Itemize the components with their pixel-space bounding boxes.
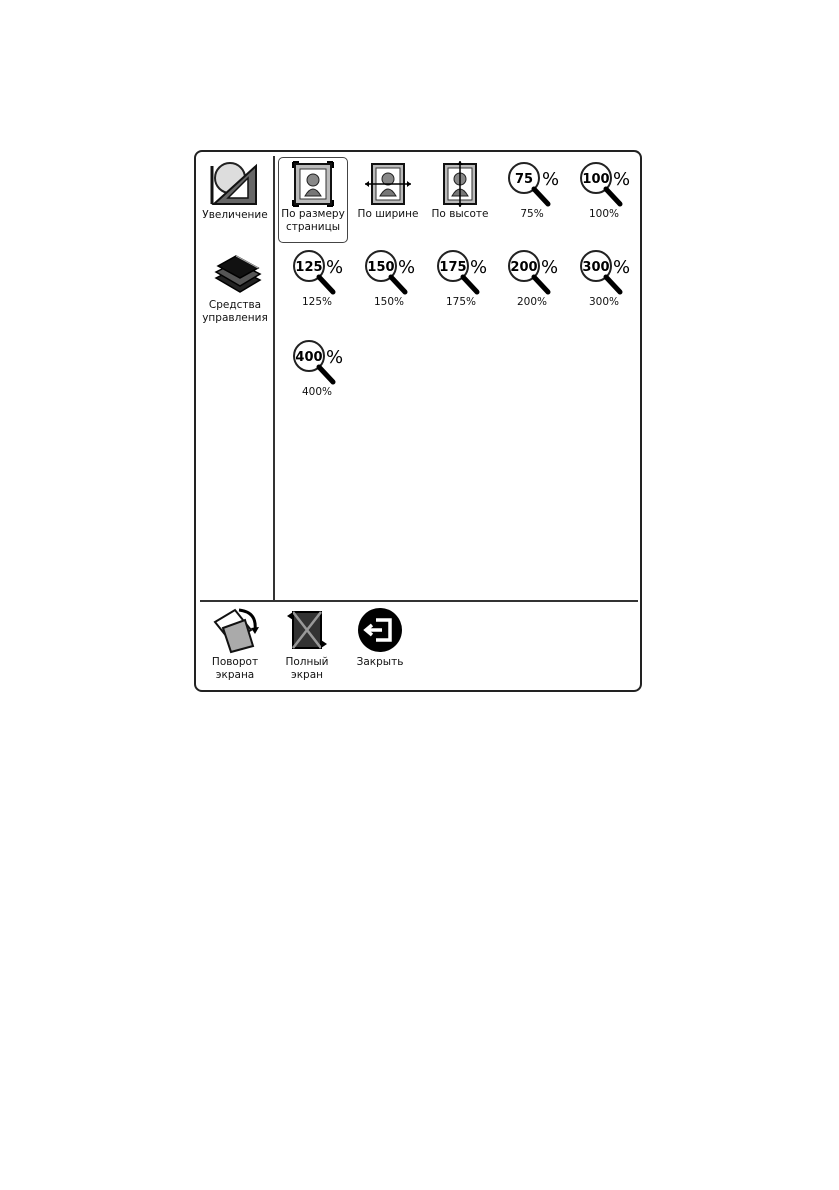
sidebar-item-controls[interactable] bbox=[198, 248, 272, 325]
magnifier-125-icon bbox=[289, 248, 345, 296]
fullscreen-button[interactable] bbox=[272, 606, 342, 682]
fit-width-icon bbox=[364, 160, 412, 208]
zoom-100-button[interactable] bbox=[569, 160, 639, 221]
zoom-badge: 175 bbox=[439, 260, 467, 275]
percent-sign: % bbox=[541, 257, 559, 278]
zoom-badge: 125 bbox=[295, 260, 323, 275]
zoom-level-label: 100% bbox=[588, 208, 620, 220]
vertical-divider bbox=[273, 156, 275, 600]
zoom-fit-page-label: По размеру страницы bbox=[281, 208, 345, 233]
zoom-175-button[interactable] bbox=[426, 248, 496, 309]
zoom-75-button[interactable] bbox=[497, 160, 567, 221]
zoom-badge: 400 bbox=[295, 350, 323, 365]
zoom-level-label: 175% bbox=[445, 296, 477, 308]
magnifier-75-icon bbox=[504, 160, 560, 208]
zoom-fit-width-button[interactable] bbox=[353, 160, 423, 221]
percent-sign: % bbox=[326, 257, 344, 278]
books-icon bbox=[206, 248, 264, 298]
magnifier-100-icon bbox=[576, 160, 632, 208]
percent-sign: % bbox=[470, 257, 488, 278]
zoom-badge: 200 bbox=[510, 260, 538, 275]
zoom-badge: 300 bbox=[582, 260, 610, 275]
fit-height-icon bbox=[436, 160, 484, 208]
zoom-400-button[interactable] bbox=[282, 338, 352, 399]
rotate-screen-label: Поворот экрана bbox=[211, 656, 259, 681]
zoom-200-button[interactable] bbox=[497, 248, 567, 309]
magnifier-400-icon bbox=[289, 338, 345, 386]
sidebar-item-zoom[interactable] bbox=[198, 158, 272, 222]
close-button[interactable] bbox=[345, 606, 415, 669]
close-label: Закрыть bbox=[356, 656, 404, 668]
horizontal-divider bbox=[200, 600, 638, 602]
sidebar-item-label: Увеличение bbox=[202, 209, 268, 221]
sidebar-item-label: Средства управления bbox=[202, 299, 268, 324]
magnifier-175-icon bbox=[433, 248, 489, 296]
zoom-level-label: 125% bbox=[301, 296, 333, 308]
zoom-300-button[interactable] bbox=[569, 248, 639, 309]
fullscreen-icon bbox=[283, 606, 331, 654]
zoom-badge: 75 bbox=[514, 172, 534, 187]
zoom-level-label: 150% bbox=[373, 296, 405, 308]
zoom-tools-icon bbox=[206, 158, 264, 208]
percent-sign: % bbox=[613, 257, 631, 278]
zoom-fit-page-button[interactable] bbox=[278, 157, 348, 243]
zoom-menu-panel bbox=[194, 150, 642, 692]
zoom-level-label: 200% bbox=[516, 296, 548, 308]
zoom-fit-height-button[interactable] bbox=[425, 160, 495, 221]
rotate-screen-button[interactable] bbox=[200, 606, 270, 682]
magnifier-150-icon bbox=[361, 248, 417, 296]
fullscreen-label: Полный экран bbox=[285, 656, 329, 681]
percent-sign: % bbox=[326, 347, 344, 368]
magnifier-200-icon bbox=[504, 248, 560, 296]
fit-page-icon bbox=[289, 160, 337, 208]
rotate-screen-icon bbox=[209, 606, 261, 654]
percent-sign: % bbox=[542, 169, 560, 190]
zoom-badge: 150 bbox=[367, 260, 395, 275]
zoom-level-label: 300% bbox=[588, 296, 620, 308]
magnifier-300-icon bbox=[576, 248, 632, 296]
zoom-level-label: 75% bbox=[520, 208, 544, 220]
zoom-125-button[interactable] bbox=[282, 248, 352, 309]
zoom-fit-height-label: По высоте bbox=[431, 208, 489, 220]
zoom-fit-width-label: По ширине bbox=[357, 208, 419, 220]
percent-sign: % bbox=[613, 169, 631, 190]
zoom-level-label: 400% bbox=[301, 386, 333, 398]
percent-sign: % bbox=[398, 257, 416, 278]
exit-icon bbox=[356, 606, 404, 654]
zoom-badge: 100 bbox=[582, 172, 610, 187]
zoom-150-button[interactable] bbox=[354, 248, 424, 309]
